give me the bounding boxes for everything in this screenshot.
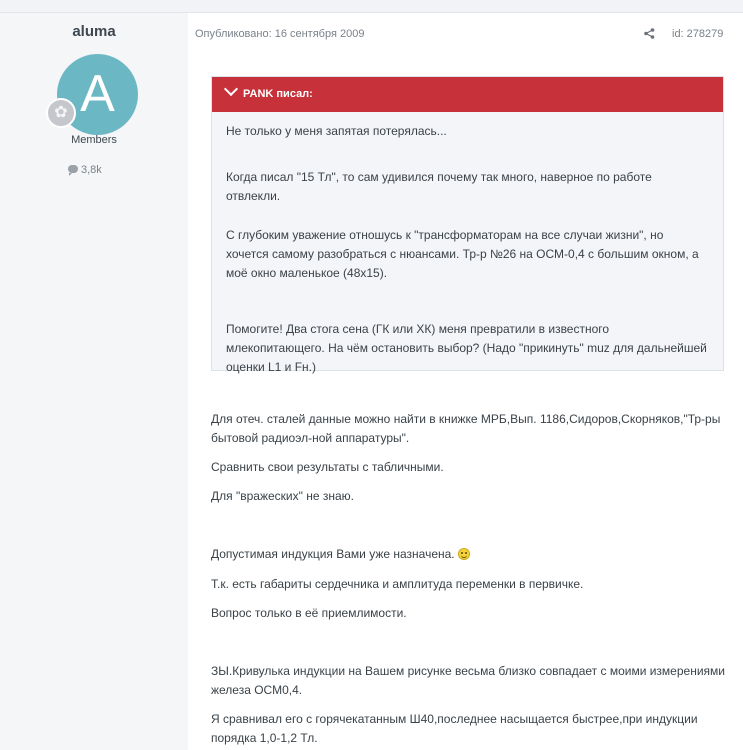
post-paragraph-text: Допустимая индукция Вами уже назначена.	[211, 547, 455, 561]
chevron-down-icon	[224, 82, 238, 96]
post-paragraph: Вопрос только в её приемлимости.	[211, 606, 407, 620]
post-paragraph: Я сравнивал его с горячекатанным Ш40,последнее насыщается быстрее,при индукции порядка 1,0-1,2 Тл.	[211, 712, 698, 745]
share-icon[interactable]	[644, 28, 655, 41]
post-date[interactable]: Опубликовано: 16 сентября 2009	[195, 28, 365, 40]
top-bar	[0, 0, 743, 13]
post-paragraph: ЗЫ.Кривулька индукции на Вашем рисунке весьма близко совпадает с моими измерениями железа ОСМ0,4.	[211, 664, 725, 697]
quote-paragraph: Когда писал "15 Тл", то сам удивился почему так много, наверное по работе отвлекли.	[226, 170, 652, 203]
post-paragraph: Сравнить свои результаты с табличными.	[211, 460, 444, 474]
quote-header[interactable]	[212, 77, 723, 112]
quote-paragraph: Помогите! Два стога сена (ГК или ХК) меня превратили в известного млекопитающего. На чём остановить выбор? (Надо "прикинуть" muz для дальнейшей оценки L1 и Fн.)	[226, 322, 707, 374]
post-paragraph: Для "вражеских" не знаю.	[211, 489, 354, 503]
quote-paragraph: С глубоким уважение отношусь к "трансформаторам на все случаи жизни", но хочется самому разобраться с нюансами. Тр-р №26 на ОСМ-0,4 с большим окном, а моё окно маленькое (48х15).	[226, 228, 699, 280]
quote-block	[211, 76, 724, 374]
author-avatar[interactable]: A	[57, 54, 138, 135]
speech-bubble-icon	[68, 165, 78, 173]
reputation-count: 3,8k	[81, 164, 102, 176]
post-paragraph: Для отеч. сталей данные можно найти в книжке МРБ,Вып. 1186,Сидоров,Скорняков,"Тр-ры бытовой радиоэл-ной аппаратуры".	[211, 412, 721, 445]
post-paragraph	[211, 545, 726, 564]
author-group: Members	[71, 134, 117, 146]
quote-paragraph: Не только у меня запятая потерялась...	[226, 124, 447, 138]
post-paragraph: Т.к. есть габариты сердечника и амплитуда переменки в первичке.	[211, 577, 584, 591]
post-id[interactable]: id: 278279	[672, 28, 724, 40]
smiley-icon	[458, 548, 470, 560]
quote-author: PANK писал:	[243, 88, 313, 100]
rank-badge-icon: ✿	[46, 98, 76, 128]
author-name[interactable]: aluma	[72, 23, 116, 40]
author-panel	[0, 13, 188, 750]
reputation	[68, 164, 102, 176]
